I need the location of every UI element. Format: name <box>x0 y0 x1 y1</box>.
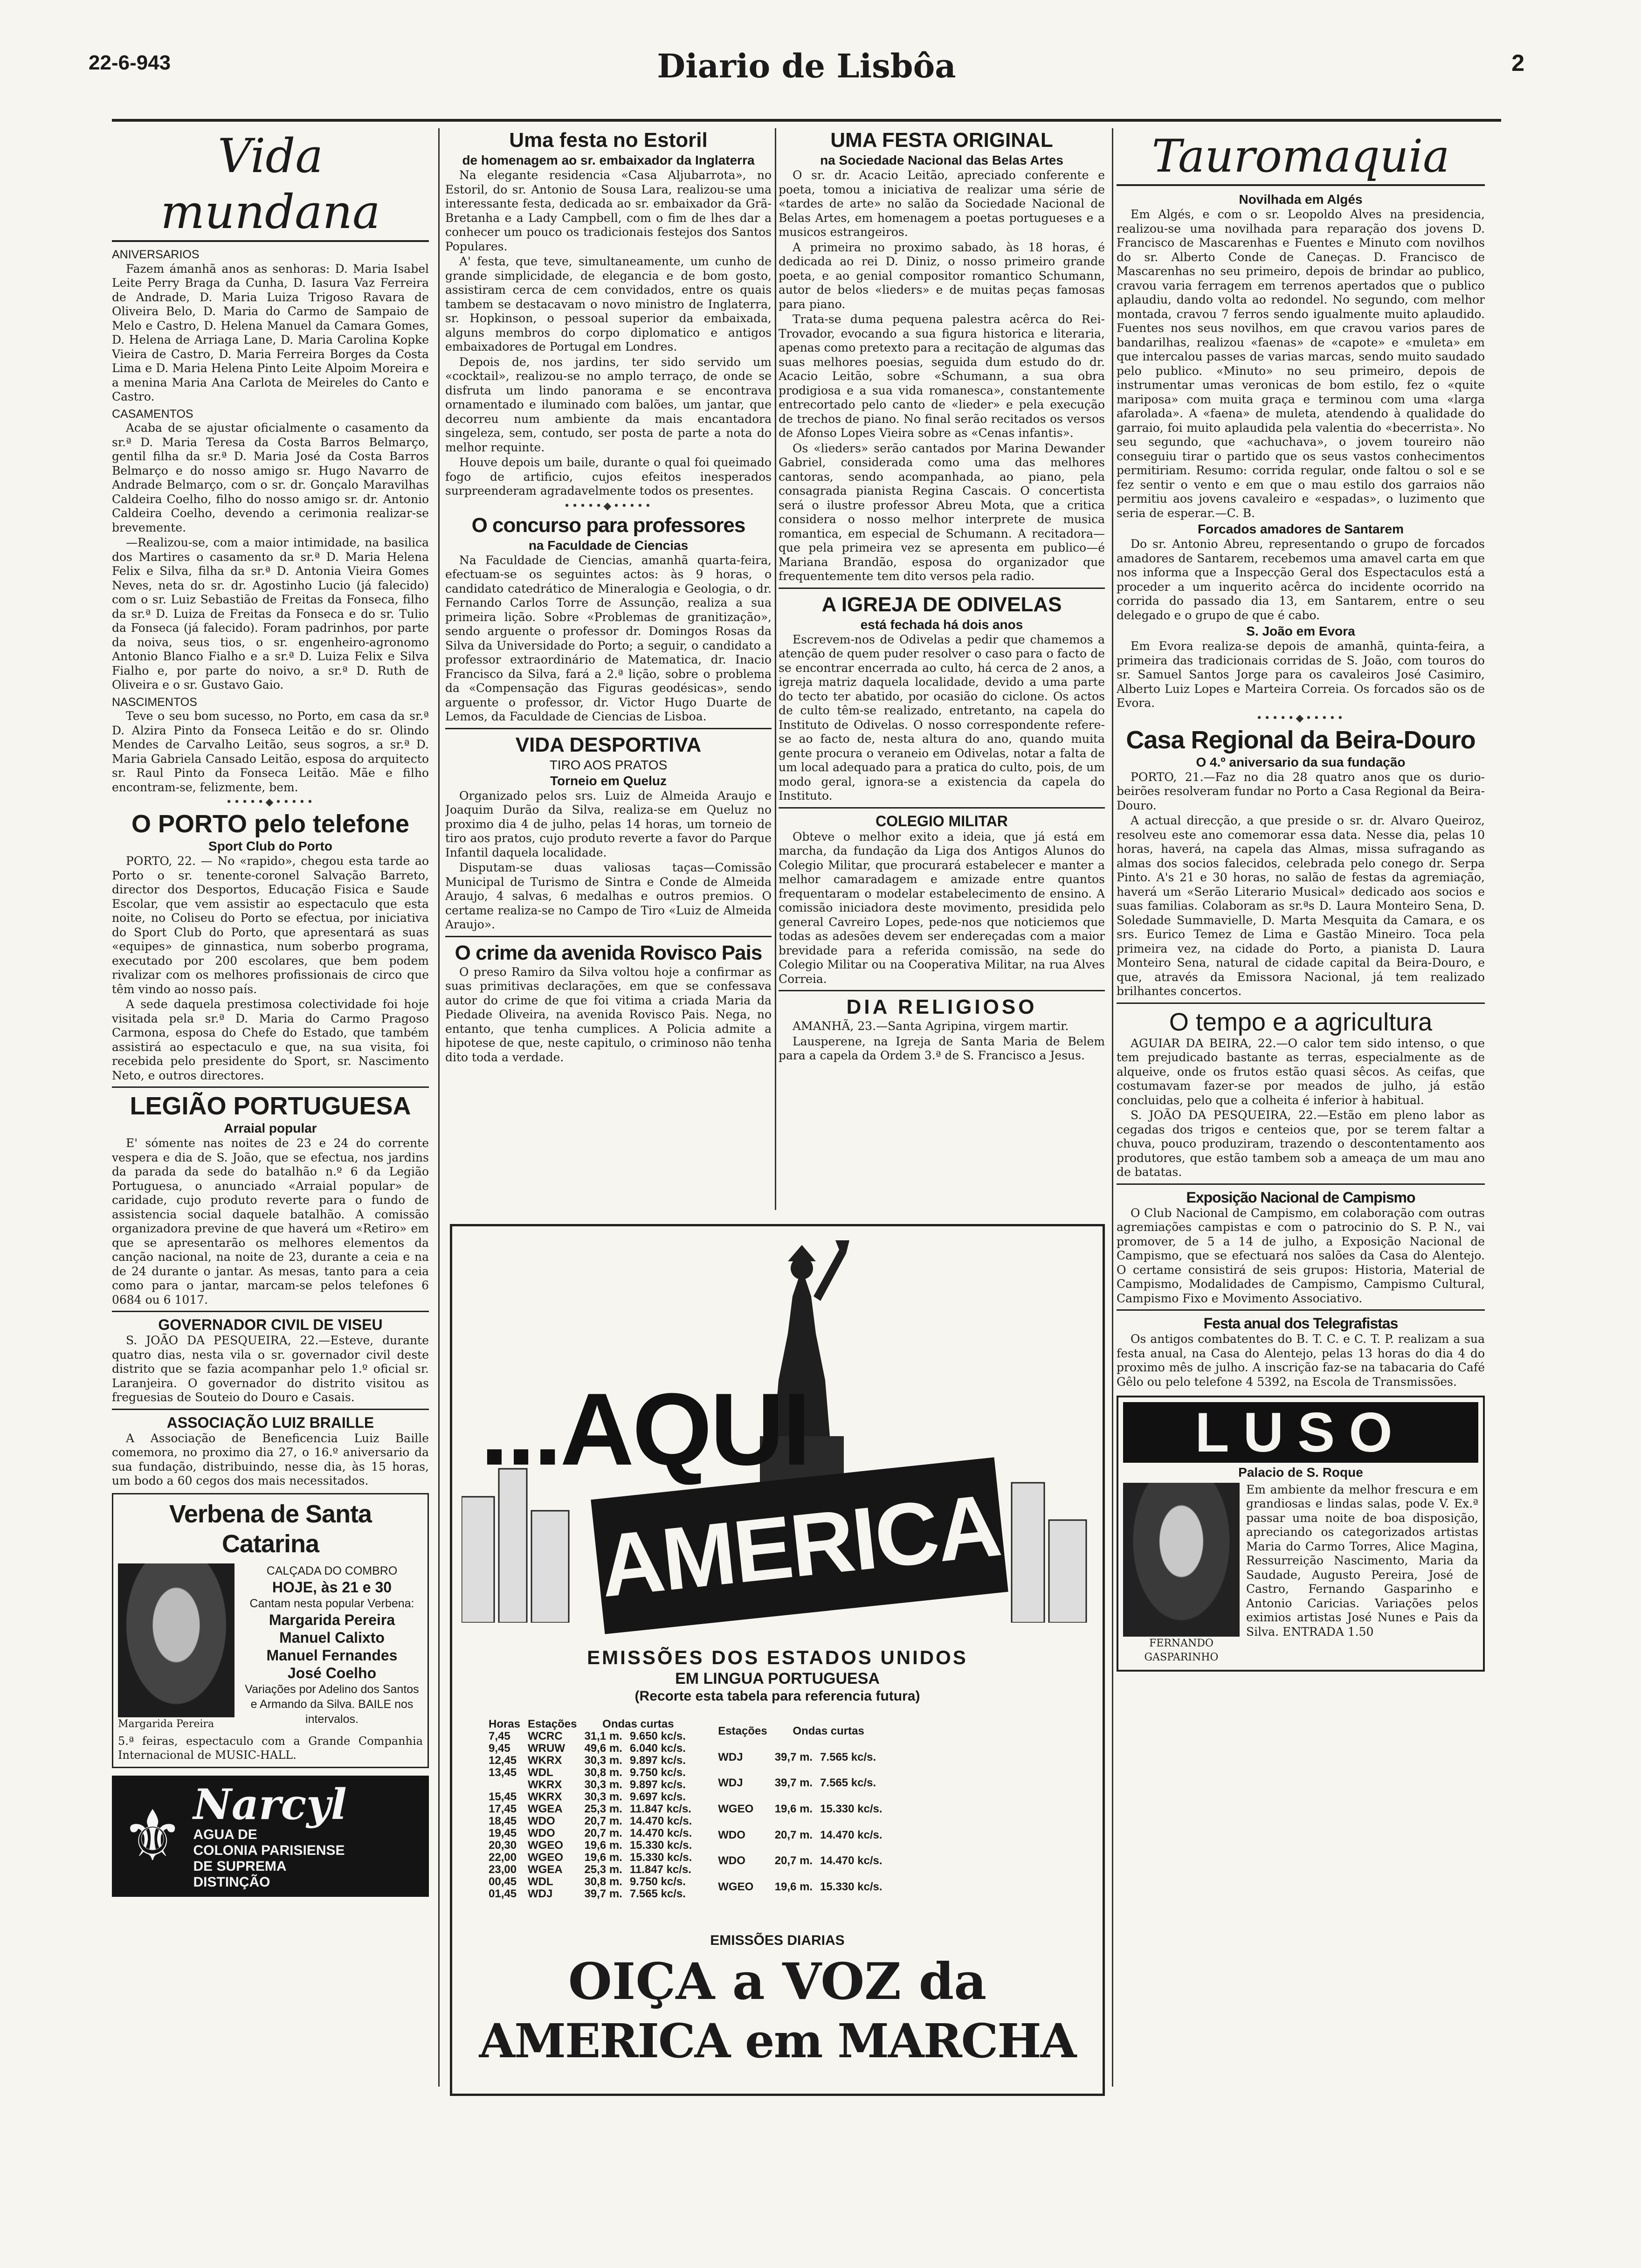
aniversarios-heading: ANIVERSARIOS <box>112 248 200 261</box>
schedule-row <box>485 1852 696 1864</box>
governador-text: S. JOÃO DA PESQUEIRA, 22.—Esteve, durante quatro dias, nesta vila o sr. governador civil deste distrito que se fazia acompanhar pelo 1.º oficial sr. Laranjeira. O governador do distrito visitou as freguesias de Souteio do Douro e Casais. <box>112 1334 429 1404</box>
schedule-cell: 13,45 <box>489 1766 517 1779</box>
telegrafistas-text: Os antigos combatentes do B. T. C. e C. T. P. realizam a sua festa anual, na Casa do Alentejo, pelas 13 horas do dia 4 do proximo mês de julho. A inscrição faz-se na tabacaria do Café Gêlo ou pelo telefone 4 5392, na Escola de Transmissões. <box>1117 1332 1485 1389</box>
column-divider <box>1112 128 1113 2087</box>
performer-name: Manuel Calixto <box>279 1629 385 1646</box>
tauro-text-2: Do sr. Antonio Abreu, representando o grupo de forcados amadores de Santarem, recebemos uma amavel carta em que nos informa que a Inspecção Geral dos Espectaculos está a proceder a um inquerito acêrca do incidente ocorrido na corrida do passado dia 13, em Santarem, entre o seu delegado e o grupo de que é cabo. <box>1117 537 1485 622</box>
estoril-headline: Uma festa no Estoril <box>509 129 708 152</box>
masthead <box>89 47 1524 89</box>
tauro-subhead-2: Forcados amadores de Santarem <box>1198 522 1404 536</box>
newspaper-title: Diario de Lisbôa <box>657 47 956 85</box>
schedule-cell: WDL <box>528 1766 553 1779</box>
schedule-cell: 25,3 m. <box>584 1863 622 1876</box>
rovisco-headline: O crime da avenida Rovisco Pais <box>455 941 762 964</box>
schedule-row <box>485 1767 696 1779</box>
schedule-table-right <box>714 1718 886 1900</box>
schedule-cell: WDO <box>528 1815 555 1827</box>
rule <box>779 588 1105 589</box>
aniversarios-text: Fazem ámanhã anos as senhoras: D. Maria Isabel Leite Perry Braga da Cunha, D. Iasura Vaz Ferreira de Andrade, D. Maria Luiza Trigoso Ravara de Oliveira Belo, D. Maria do Carmo de Sampaio de Melo e Castro, D. Helena Manuel da Camara Gomes, D. Helena de Arriaga Lane, D. Maria Carolina Kopke Vieira de Castro, D. Maria Ferreira Borges da Costa Lima e D. Maria Helena Pinto Leite Alpoim Moreira e a menina Maria Ana Carlota de Meireles do Canto e Castro. <box>112 262 429 403</box>
rule <box>112 1086 429 1088</box>
rule <box>1117 1309 1485 1311</box>
schedule-cell: 20,30 <box>489 1839 517 1852</box>
schedule-cell: 20,7 m. <box>774 1828 813 1841</box>
verbena-advertisement <box>112 1493 429 1769</box>
concurso-subhead: na Faculdade de Ciencias <box>528 538 689 553</box>
porto-text-2: A sede daquela prestimosa colectividade foi hoje visitada pela sr.ª D. Maria do Carmo Pragoso Carmona, esposa do Chefe do Estado, que também assistirá ao espectaculo e que, na sua visita, foi recebida pelo presidente do Sport, sr. Nascimento Neto, e outros directores. <box>112 997 429 1082</box>
top-rule <box>112 119 1501 122</box>
separator: •••••◆••••• <box>226 796 315 808</box>
schedule-cell: WGEO <box>528 1851 564 1864</box>
casamentos-heading: CASAMENTOS <box>112 407 193 421</box>
beira-headline: Casa Regional da Beira-Douro <box>1126 726 1476 754</box>
schedule-cell: WGEO <box>528 1839 564 1852</box>
schedule-cell: WGEO <box>718 1881 754 1894</box>
schedule-cell: 15.330 kc/s. <box>629 1839 692 1852</box>
performer-name: Manuel Fernandes <box>266 1646 398 1664</box>
rule <box>779 807 1105 809</box>
original-text-3: Trata-se duma pequena palestra acêrca do Rei-Trovador, evocando a sua figura historica e literaria, apenas como pretexto para a recitação de algumas das suas melhores poesias, seguida dum estudo do dr. Acacio Leitão, sobre «Schumann, a sua obra prodigiosa e a sua vida romanesca», constantemente entrecortado pelo canto de «lieder» e pela execução de trechos de piano. No final serão recitados os versos de Afonso Lopes Vieira sobre as «Cenas infantis». <box>779 312 1105 440</box>
schedule-cell: 25,3 m. <box>584 1803 622 1815</box>
tempo-text-2: S. JOÃO DA PESQUEIRA, 22.—Estão em pleno labor as cegadas dos trigos e centeios que, por se terem faltar a chuva, pouco produziram, trazendo o descontentamento aos produtores, que estão tambem sob a ameaça de um mau ano de batatas. <box>1117 1108 1485 1179</box>
estoril-text: Na elegante residencia «Casa Aljubarrota», no Estoril, do sr. Antonio de Sousa Lara, realizou-se uma interessante festa, dedicada ao sr. embaixador da Grã-Bretanha e a Lady Campbell, com o fim de lhes dar a conhecer um pouco os tradicionais festejos dos Santos Populares. <box>445 168 772 253</box>
schedule-cell: WKRX <box>528 1791 562 1803</box>
rule <box>112 1409 429 1410</box>
ad-artwork <box>452 1226 1103 1646</box>
schedule-row <box>485 1791 696 1803</box>
schedule-row <box>485 1888 696 1900</box>
schedule-row <box>485 1815 696 1827</box>
desportiva-headline: VIDA DESPORTIVA <box>515 733 702 756</box>
legiao-subhead: Arraial popular <box>224 1121 317 1135</box>
singer-photo <box>118 1563 234 1717</box>
verbena-variations: Variações por Adelino dos Santos e Armando da Silva. BAILE nos intervalos. <box>245 1682 419 1726</box>
odivelas-headline: A IGREJA DE ODIVELAS <box>821 593 1062 616</box>
schedule-cell: 7.565 kc/s. <box>820 1777 876 1790</box>
column-4 <box>1117 128 1485 2087</box>
schedule-cell: 19,6 m. <box>584 1851 622 1864</box>
schedule-cell: WKRX <box>528 1754 562 1767</box>
exposicao-headline: Exposição Nacional de Campismo <box>1186 1189 1415 1206</box>
column-header: Ondas curtas <box>602 1718 674 1730</box>
legiao-text: E' sómente nas noites de 23 e 24 do corrente vespera e dia de S. João, que se efectua, nos jardins da parada da sede do batalhão n.º 6 da Legião Portuguesa, o anunciado «Arraial popular» de caridade, cujo produto reverte para o fundo de assistencia social daquele batalhão. A comissão organizadora previne de que haverá um «Retiro» em que se apresentarão os melhores elementos da canção nacional, na noite de 23, durante a ceia e na de 24 durante o jantar. As mesas, tanto para a ceia como para o jantar, marcam-se pelos telefones 6 0684 ou 6 1017. <box>112 1136 429 1307</box>
schedule-cell: 20,7 m. <box>584 1827 622 1839</box>
schedule-cell: 19,6 m. <box>584 1839 622 1852</box>
original-text-4: Os «lieders» serão cantados por Marina Dewander Gabriel, considerada como uma das melhores cantoras, sendo acompanhada, ao piano, pela consagrada pianista Regina Cascais. O concertista será o ilustre professor Abreu Mota, que a critica considera o nosso melhor interprete de musica romantica, em especial de Schumann. A recitadora—que pela primeira vez se apresenta em publico—é Mariana Brandão, esposa do organizador que frequentemente tem dito versos pela radio. <box>779 441 1105 583</box>
schedule-cell: 39,7 m. <box>584 1888 622 1900</box>
rule <box>1117 1003 1485 1004</box>
beira-text: PORTO, 21.—Faz no dia 28 quatro anos que os durio-beirões resolveram fundar no Porto a Casa Regional da Beira-Douro. <box>1117 770 1485 812</box>
estoril-text-2: A' festa, que teve, simultaneamente, um cunho de grande simplicidade, de elegancia e de bom gosto, assistiram cerca de cem convidados, entre os quais tambem se destacavam o novo ministro de Inglaterra, sr. Hopkinson, o pessoal superior da embaixada, alguns membros do corpo diplomatico e antigos embaixadores de Portugal em Londres. <box>445 255 772 353</box>
schedule-cell: 17,45 <box>489 1803 517 1815</box>
rovisco-text: O preso Ramiro da Silva voltou hoje a confirmar as suas primitivas declarações, em que se confessava autor do crime de que foi vitima a criada Maria da Piedade Oliveira, na avenida Rovisco Pais. Nega, no entanto, que tenha cumplices. A Policia admite a hipotese de que, neste capitulo, o criminoso não tenha dito toda a verdade. <box>445 965 772 1064</box>
schedule-cell: 9.750 kc/s. <box>629 1766 686 1779</box>
schedule-cell: 31,1 m. <box>584 1730 622 1742</box>
schedule-cell: WCRC <box>528 1730 563 1742</box>
schedule-cell: WGEA <box>528 1863 563 1876</box>
schedule-cell: 9.750 kc/s. <box>629 1875 686 1888</box>
estoril-text-4: Houve depois um baile, durante o qual foi queimado fogo de artificio, cujos efeitos inesperados surpreenderam agradavelmente todos os presentes. <box>445 456 772 498</box>
schedule-row <box>714 1796 886 1822</box>
column-3 <box>779 128 1105 1205</box>
schedule-cell: 01,45 <box>489 1888 517 1900</box>
schedule-cell: 11.847 kc/s. <box>629 1803 691 1815</box>
colegio-text: Obteve o melhor exito a ideia, que já está em marcha, da fundação da Liga dos Antigos Alunos do Colegio Militar, que procurará estabelecer e manter a melhor camaradagem e amizade entre quantos frequentaram o modelar estabelecimento de ensino. A comissão iniciadora deste movimento, presidida pelo general Cavreiro Lopes, pede-nos que noticiemos que todas as adesões devem ser endereçadas com a maior brevidade para a referida comissão, na sede do Colegio Militar ou na Cooperativa Militar, na rua Alves Correia. <box>779 830 1105 986</box>
schedule-cell: 30,3 m. <box>584 1791 622 1803</box>
schedule-cell: WDO <box>528 1827 555 1839</box>
nascimentos-text: Teve o seu bom sucesso, no Porto, em casa da sr.ª D. Alzira Pinto da Fonseca Leitão e do sr. Olindo Mendes de Carvalho Leitão, seus sogros, a sr.ª D. Maria Gabriela Cansado Leitão, esposa do arquitecto sr. Raul Pinto da Fonseca Leitão. Mãe e filho encontram-se, felizmente, bem. <box>112 709 429 794</box>
tauromaquia-title: Tauromaquia <box>1117 128 1485 186</box>
schedule-row <box>714 1744 886 1770</box>
narcyl-line: COLONIA PARISIENSE <box>193 1843 345 1858</box>
luso-advertisement <box>1117 1396 1485 1672</box>
casamentos-text: Acaba de se ajustar oficialmente o casamento da sr.ª D. Maria Teresa da Costa Barros Belmarço, gentil filha da sr.ª D. Maria José da Costa Barros Belmarço e do nosso amigo sr. Hugo Navarro de Andrade Belmarço, com o sr. dr. Gonçalo Maravilhas Caldeira Coelho, filho do nosso amigo sr. dr. Antonio Caldeira Coelho, devendo a cerimonia realizar-se brevemente. <box>112 421 429 534</box>
schedule-row <box>485 1742 696 1755</box>
rule <box>445 728 772 729</box>
schedule-row <box>485 1839 696 1852</box>
schedule-row <box>714 1822 886 1848</box>
schedule-cell: 14.470 kc/s. <box>820 1854 883 1867</box>
tempo-text: AGUIAR DA BEIRA, 22.—O calor tem sido intenso, o que tem prejudicado bastante as terras, especialmente as de alqueive, onde os frutos estão quasi sêcos. As ceifas, que costumavam fazer-se por meados de julho, já estão concluidas, pelo que a colheita é inferior à habitual. <box>1117 1036 1485 1107</box>
separator: •••••◆••••• <box>1256 712 1345 724</box>
column-header: Estações <box>528 1718 577 1730</box>
aqui-america-advertisement <box>450 1224 1105 2096</box>
schedule-cell: 9.697 kc/s. <box>629 1791 686 1803</box>
schedule-cell: 19,6 m. <box>774 1881 813 1894</box>
religioso-text-2: Lausperene, na Igreja de Santa Maria de Belem para a capela da Ordem 3.ª de S. Francisco a Jesus. <box>779 1034 1105 1062</box>
desportiva-section: TIRO AOS PRATOS <box>549 757 668 772</box>
tauro-subhead-3: S. João em Evora <box>1246 624 1355 638</box>
desportiva-subhead: Torneio em Queluz <box>550 773 667 788</box>
schedule-row <box>714 1874 886 1900</box>
america-banner: AMERICA <box>591 1457 1008 1634</box>
emissoes-title: EMISSÕES DOS ESTADOS UNIDOS <box>587 1646 968 1668</box>
diarias-label: EMISSÕES DIARIAS <box>710 1933 845 1948</box>
braille-text: A Associação de Beneficencia Luiz Baille comemora, no proximo dia 27, o 16.º aniversario da sua fundação, distribuindo, nesse dia, às 15 horas, um bodo a 60 cegos dos mais necessitados. <box>112 1431 429 1487</box>
schedule-cell: WGEO <box>718 1802 754 1815</box>
schedule-cell: 30,8 m. <box>584 1766 622 1779</box>
tauro-subhead: Novilhada em Algés <box>1239 192 1363 207</box>
column-header: Ondas curtas <box>793 1724 864 1737</box>
schedule-cell: 7.565 kc/s. <box>820 1750 876 1763</box>
odivelas-subhead: está fechada há dois anos <box>860 617 1023 632</box>
schedule-cell: 23,00 <box>489 1863 517 1876</box>
schedule-row <box>714 1848 886 1874</box>
column-divider <box>775 128 776 1210</box>
schedule-cell: 39,7 m. <box>774 1750 813 1763</box>
schedule-cell: 6.040 kc/s. <box>629 1742 686 1755</box>
governador-headline: GOVERNADOR CIVIL DE VISEU <box>158 1316 383 1333</box>
original-text: O sr. dr. Acacio Leitão, apreciado conferente e poeta, tomou a iniciativa de realizar uma série de «tardes de arte» no salão da Sociedade Nacional de Belas Artes, em homenagem a poetas portugueses e a musicos estrangeiros. <box>779 168 1105 239</box>
schedule-table-left <box>485 1718 696 1900</box>
verbena-title: Verbena de Santa Catarina <box>169 1500 372 1558</box>
photo-caption: FERNANDO GASPARINHO <box>1144 1637 1219 1663</box>
schedule-cell: 19,45 <box>489 1827 517 1839</box>
schedule-cell: 20,7 m. <box>584 1815 622 1827</box>
tauro-text-3: Em Evora realiza-se depois de amanhã, quinta-feira, a primeira das tradicionais corridas de S. João, com touros do sr. Samuel Santos Jorge para os cavaleiros José Casimiro, Alberto Luiz Lopes e Marteira Correia. Os forcados são os de Evora. <box>1117 639 1485 710</box>
schedule-row <box>714 1770 886 1796</box>
performer-photo <box>1123 1483 1240 1637</box>
schedule-row <box>485 1876 696 1888</box>
schedule-cell: 15,45 <box>489 1791 517 1803</box>
schedule-row <box>485 1803 696 1815</box>
schedule-cell: WKRX <box>528 1778 562 1791</box>
colegio-headline: COLEGIO MILITAR <box>876 812 1008 830</box>
porto-text: PORTO, 22. — No «rapido», chegou esta tarde ao Porto o sr. tenente-coronel Salvação Barreto, director dos Desportos, Educação Fisica e Saude Escolar, que vem assistir ao espectaculo que esta noite, no Coliseu do Porto se efectua, por iniciativa do Sport Club do Porto, que apresentará as suas «equipes» de ginnastica, num soberbo programa, executado por 200 escolares, que bem podem rivalizar com os melhores profissionais de circo que têm vindo ao nosso país. <box>112 854 429 996</box>
narcyl-advertisement <box>112 1776 429 1897</box>
nascimentos-heading: NASCIMENTOS <box>112 695 197 709</box>
narcyl-line: DE SUPREMA <box>193 1859 287 1874</box>
casamentos-text-2: —Realizou-se, com a maior intimidade, na basilica dos Martires o casamento da sr.ª D. Maria Helena Felix e Silva, filha da sr.ª D. Antonia Vieira Gomes Neves, neta do sr. dr. Agostinho Lucio (já falecido) com o sr. Luiz Sebastião de Freitas da Fonseca, filho da sr.ª D. Luiza de Freitas da Fonseca e do sr. Tulio da Fonseca (já falecido). Foram padrinhos, por parte da noiva, seus tios, o sr. engenheiro-agronomo Antonio Blanco Fialho e a sr.ª D. Luiza Felix e Silva Fialho e, por parte do noivo, a sr.ª D. Ruth de Oliveira e o sr. Gustavo Gaio. <box>112 536 429 691</box>
schedule-cell: 9,45 <box>489 1742 510 1755</box>
rule <box>445 936 772 937</box>
performer-name: José Coelho <box>287 1664 377 1681</box>
schedule-cell: WRUW <box>528 1742 565 1755</box>
performer-name: Margarida Pereira <box>269 1611 395 1628</box>
schedule-cell: 11.847 kc/s. <box>629 1863 691 1876</box>
schedule-row <box>485 1779 696 1791</box>
column-header: Horas <box>489 1718 521 1730</box>
schedule-cell: WDJ <box>718 1750 743 1763</box>
tempo-headline: O tempo e a agricultura <box>1169 1008 1433 1036</box>
schedule-cell: 7.565 kc/s. <box>629 1888 686 1900</box>
schedule-cell: WDJ <box>528 1888 553 1900</box>
schedule-cell: 14.470 kc/s. <box>629 1827 692 1839</box>
desportiva-text-2: Disputam-se duas valiosas taças—Comissão Municipal de Turismo de Sintra e Conde de Almeida Araujo, 4 salvas, 6 medalhas e outros premios. O certame realiza-se no Campo de Tiro «Luiz de Almeida Araujo». <box>445 861 772 931</box>
broadcast-schedule <box>485 1718 1077 1900</box>
schedule-cell: 14.470 kc/s. <box>629 1815 692 1827</box>
schedule-cell: 7,45 <box>489 1730 510 1742</box>
verbena-location: CALÇADA DO COMBRO <box>266 1564 398 1577</box>
verbena-intro: Cantam nesta popular Verbena: <box>249 1597 414 1610</box>
vida-mundana-title: Vida mundana <box>112 128 429 242</box>
marcha-slogan: AMERICA em MARCHA <box>479 2013 1076 2068</box>
rule <box>1117 1183 1485 1185</box>
schedule-cell: 12,45 <box>489 1754 517 1767</box>
emissoes-heading <box>452 1646 1103 1705</box>
schedule-cell: 9.897 kc/s. <box>629 1754 686 1767</box>
aqui-text: ...AQUI <box>480 1372 809 1487</box>
verbena-time: HOJE, às 21 e 30 <box>272 1578 392 1596</box>
porto-subhead: Sport Club do Porto <box>208 839 332 853</box>
oica-slogan: OIÇA a VOZ da <box>568 1952 987 2011</box>
schedule-cell: 49,6 m. <box>584 1742 622 1755</box>
narcyl-brand: Narcyl <box>193 1780 347 1829</box>
beira-subhead: O 4.º aniversario da sua fundação <box>1196 754 1406 769</box>
schedule-cell: 18,45 <box>489 1815 517 1827</box>
schedule-row <box>485 1827 696 1839</box>
schedule-cell: 30,8 m. <box>584 1875 622 1888</box>
schedule-cell: WDL <box>528 1875 553 1888</box>
schedule-cell: 30,3 m. <box>584 1754 622 1767</box>
concurso-text: Na Faculdade de Ciencias, amanhã quarta-feira, efectuam-se os seguintes actos: às 9 horas, o candidato catedrático de Mineralogia e Geologia, o dr. Fernando Carlos Torre de Assunção, realiza a sua primeira lição. Sobre «Problemas de granitização», sendo arguente o professor dr. Domingos Rosas da Silva da Universidade do Porto; a seguir, o candidato a professor extraordinário de Matematica, dr. Inacio Francisco da Silva, fará a 2.ª lição, sobre o problema da «Compensação das Figuras geodésicas», sendo arguente o professor, dr. Victor Hugo Duarte de Lemos, da Faculdade de Ciencias de Lisboa. <box>445 553 772 723</box>
page-number: 2 <box>1511 50 1524 76</box>
column-2 <box>445 128 772 1205</box>
photo-caption: Margarida Pereira <box>118 1718 214 1730</box>
legiao-headline: LEGIÃO PORTUGUESA <box>130 1092 411 1120</box>
column-1 <box>112 128 429 2087</box>
desportiva-text: Organizado pelos srs. Luiz de Almeida Araujo e Joaquim Durão da Silva, realiza-se em Queluz no proximo dia 4 de julho, pelas 14 horas, um torneio de tiro aos pratos, cujo produto reverte a favor do Parque Infantil daquela localidade. <box>445 788 772 859</box>
telegrafistas-headline: Festa anual dos Telegrafistas <box>1203 1315 1398 1332</box>
luso-text: Em ambiente da melhor frescura e em grandiosas e lindas salas, pode V. Ex.ª passar uma noite de boa disposição, apreciando os categorizados artistas Maria do Carmo Torres, Alice Magina, Ressurreição Nascimento, Maria da Saudade, Augusto Pereira, José de Castro, Fernando Gasparinho e Antonio Caricias. Variações pelos eximios artistas José Nunes e Pais da Silva. ENTRADA 1.50 <box>1246 1482 1478 1639</box>
schedule-cell: 9.650 kc/s. <box>629 1730 686 1742</box>
schedule-cell: 30,3 m. <box>584 1778 622 1791</box>
original-text-2: A primeira no proximo sabado, às 18 horas, é dedicada ao rei D. Diniz, o nosso primeiro grande poeta, e ao genial compositor romantico Schumann, autor de belos «lieders» e de muitas peças famosas para piano. <box>779 240 1105 311</box>
schedule-cell: 39,7 m. <box>774 1777 813 1790</box>
schedule-cell: 19,6 m. <box>774 1802 813 1815</box>
religioso-text: AMANHÃ, 23.—Santa Agripina, virgem martir. <box>793 1019 1069 1033</box>
schedule-cell: WDO <box>718 1828 745 1841</box>
schedule-cell: WDJ <box>718 1777 743 1790</box>
schedule-cell: WGEA <box>528 1803 563 1815</box>
separator: •••••◆••••• <box>564 500 653 512</box>
schedule-cell: 15.330 kc/s. <box>820 1802 883 1815</box>
verbena-footer: 5.ª feiras, espectaculo com a Grande Companhia Internacional de MUSIC-HALL. <box>118 1735 423 1762</box>
luso-venue: Palacio de S. Roque <box>1238 1465 1363 1480</box>
odivelas-text: Escrevem-nos de Odivelas a pedir que chamemos a atenção de quem puder resolver o caso para o facto de se encontrar encerrada ao culto, há cerca de 2 anos, a igreja matriz daquela localidade, devido a uma parte do tecto ter abatido, por ocasião do ciclone. Os actos de culto têm-se realizado, entretanto, na capela do Instituto de Odivelas. O nosso correspondente refere-se ao facto de, nesta altura do ano, quando muita gente procura o veraneio em Odivelas, notar a falta de um local adequado para a pratica do culto, pois, de um modo geral, ignora-se a existencia da capela do Instituto. <box>779 632 1105 802</box>
column-header: Estações <box>718 1724 767 1737</box>
schedule-row <box>485 1864 696 1876</box>
schedule-cell: 00,45 <box>489 1875 517 1888</box>
schedule-row <box>485 1730 696 1742</box>
rule <box>779 990 1105 991</box>
tauro-text: Em Algés, e com o sr. Leopoldo Alves na presidencia, realizou-se uma novilhada para reparação dos jovens D. Francisco de Mascarenhas e Fuentes e Minuto com novilhos do sr. Alberto Conde de Caneças. D. Francisco de Mascarenhas no seu primeiro, depois de brindar ao publico, cravou varia ferragem em terrenos apertados que o publico aplaudiu, dando volta ao redondel. No segundo, com melhor montada, cravou 7 ferros sendo igualmente muito aplaudido. Fuentes nos seus novilhos, em que cravou varios pares de bandarilhas, realizou «faenas» de «capote» e «muleta» em que intercalou passes de varias marcas, sendo muito saudado pelo publico. «Minuto» no seu primeiro, depois de instrumentar umas veronicas de bom estilo, fez o «quite mariposa» com muita graça e terminou com uma «larga afarolada». A «faena» de muleta, atendendo à qualidade do garraio, foi muito aplaudida pela valentia do «becerrista». No seu segundo, que «achuchava», o jovem toureiro não conseguiu tirar o partido que os seus vastos conhecimentos permitiriam. Resumo: corrida regular, onde faltou o sol e se fez sentir o vento e em que o mau estilo dos garraios não permitiu aos jovens cavaleiro e «espadas», o luzimento que seria de esperar.—C. B. <box>1117 207 1485 520</box>
emissoes-note: (Recorte esta tabela para referencia futura) <box>634 1688 920 1704</box>
schedule-cell: 20,7 m. <box>774 1854 813 1867</box>
schedule-cell <box>485 1779 524 1791</box>
concurso-headline: O concurso para professores <box>471 513 745 537</box>
schedule-cell: WDO <box>718 1854 745 1867</box>
luso-title: LUSO <box>1123 1402 1478 1463</box>
emissoes-language: EM LINGUA PORTUGUESA <box>675 1670 880 1687</box>
original-subhead: na Sociedade Nacional das Belas Artes <box>820 153 1063 167</box>
rule <box>112 1311 429 1312</box>
schedule-cell: 22,00 <box>489 1851 517 1864</box>
fleur-de-lis-icon: ⚜ <box>121 1796 184 1877</box>
religioso-headline: DIA RELIGIOSO <box>846 996 1037 1018</box>
schedule-cell: 15.330 kc/s. <box>629 1851 692 1864</box>
beira-text-2: A actual direcção, a que preside o sr. dr. Alvaro Queiroz, resolveu este ano comemorar essa data. Nesse dia, pelas 10 horas, haverá, na capela das Almas, missa sufragando as almas dos socios falecidos, celebrada pelo conego dr. Serpa Pinto. A's 21 e 30 horas, no salão de festas da agremiação, haverá um «Serão Literario Musical» dedicado aos socios e suas familias. Colaboram as sr.ªs D. Laura Monteiro Sena, D. Soledade Summavielle, D. Marta Mesquita da Camara, e os srs. Eurico Temez de Lima e Gastão Mineiro. Toca pela primeira vez, na cidade do Porto, a pianista D. Laura Monteiro Sena, natural de cidade capital da Beira-Douro, e que, através da Emissora Nacional, já tem realizado brilhantes concertos. <box>1117 814 1485 998</box>
schedule-cell: 14.470 kc/s. <box>820 1828 883 1841</box>
narcyl-line: AGUA DE <box>193 1827 257 1842</box>
schedule-row <box>485 1755 696 1767</box>
schedule-cell: 9.897 kc/s. <box>629 1778 686 1791</box>
narcyl-line: DISTINÇÃO <box>193 1874 270 1890</box>
braille-headline: ASSOCIAÇÃO LUIZ BRAILLE <box>166 1414 374 1431</box>
original-headline: UMA FESTA ORIGINAL <box>830 129 1053 152</box>
column-divider <box>438 128 440 2087</box>
schedule-cell: 15.330 kc/s. <box>820 1881 883 1894</box>
exposicao-text: O Club Nacional de Campismo, em colaboração com outras agremiações campistas e com o patrocinio do S. P. N., vai promover, de 5 a 14 de julho, a Exposição Nacional de Campismo, que se efectuará nos salões da Casa do Alentejo. O certame consistirá de seis grupos: Historia, Material de Campismo, Modalidades de Campismo, Campismo Cultural, Campismo Fixo e Movimento Associativo. <box>1117 1206 1485 1305</box>
estoril-text-3: Depois de, nos jardins, ter sido servido um «cocktail», realizou-se no amplo terraço, de onde se disfruta um lindo panorama e se encontrava ornamentado e iluminado com balões, um jantar, que decorreu num ambiente da mais encantadora singeleza, sem, contudo, ser posta de parte a nota do melhor requinte. <box>445 355 772 454</box>
estoril-subhead: de homenagem ao sr. embaixador da Inglaterra <box>462 153 755 167</box>
porto-headline: O PORTO pelo telefone <box>131 810 410 838</box>
issue-date: 22-6-943 <box>89 51 171 74</box>
